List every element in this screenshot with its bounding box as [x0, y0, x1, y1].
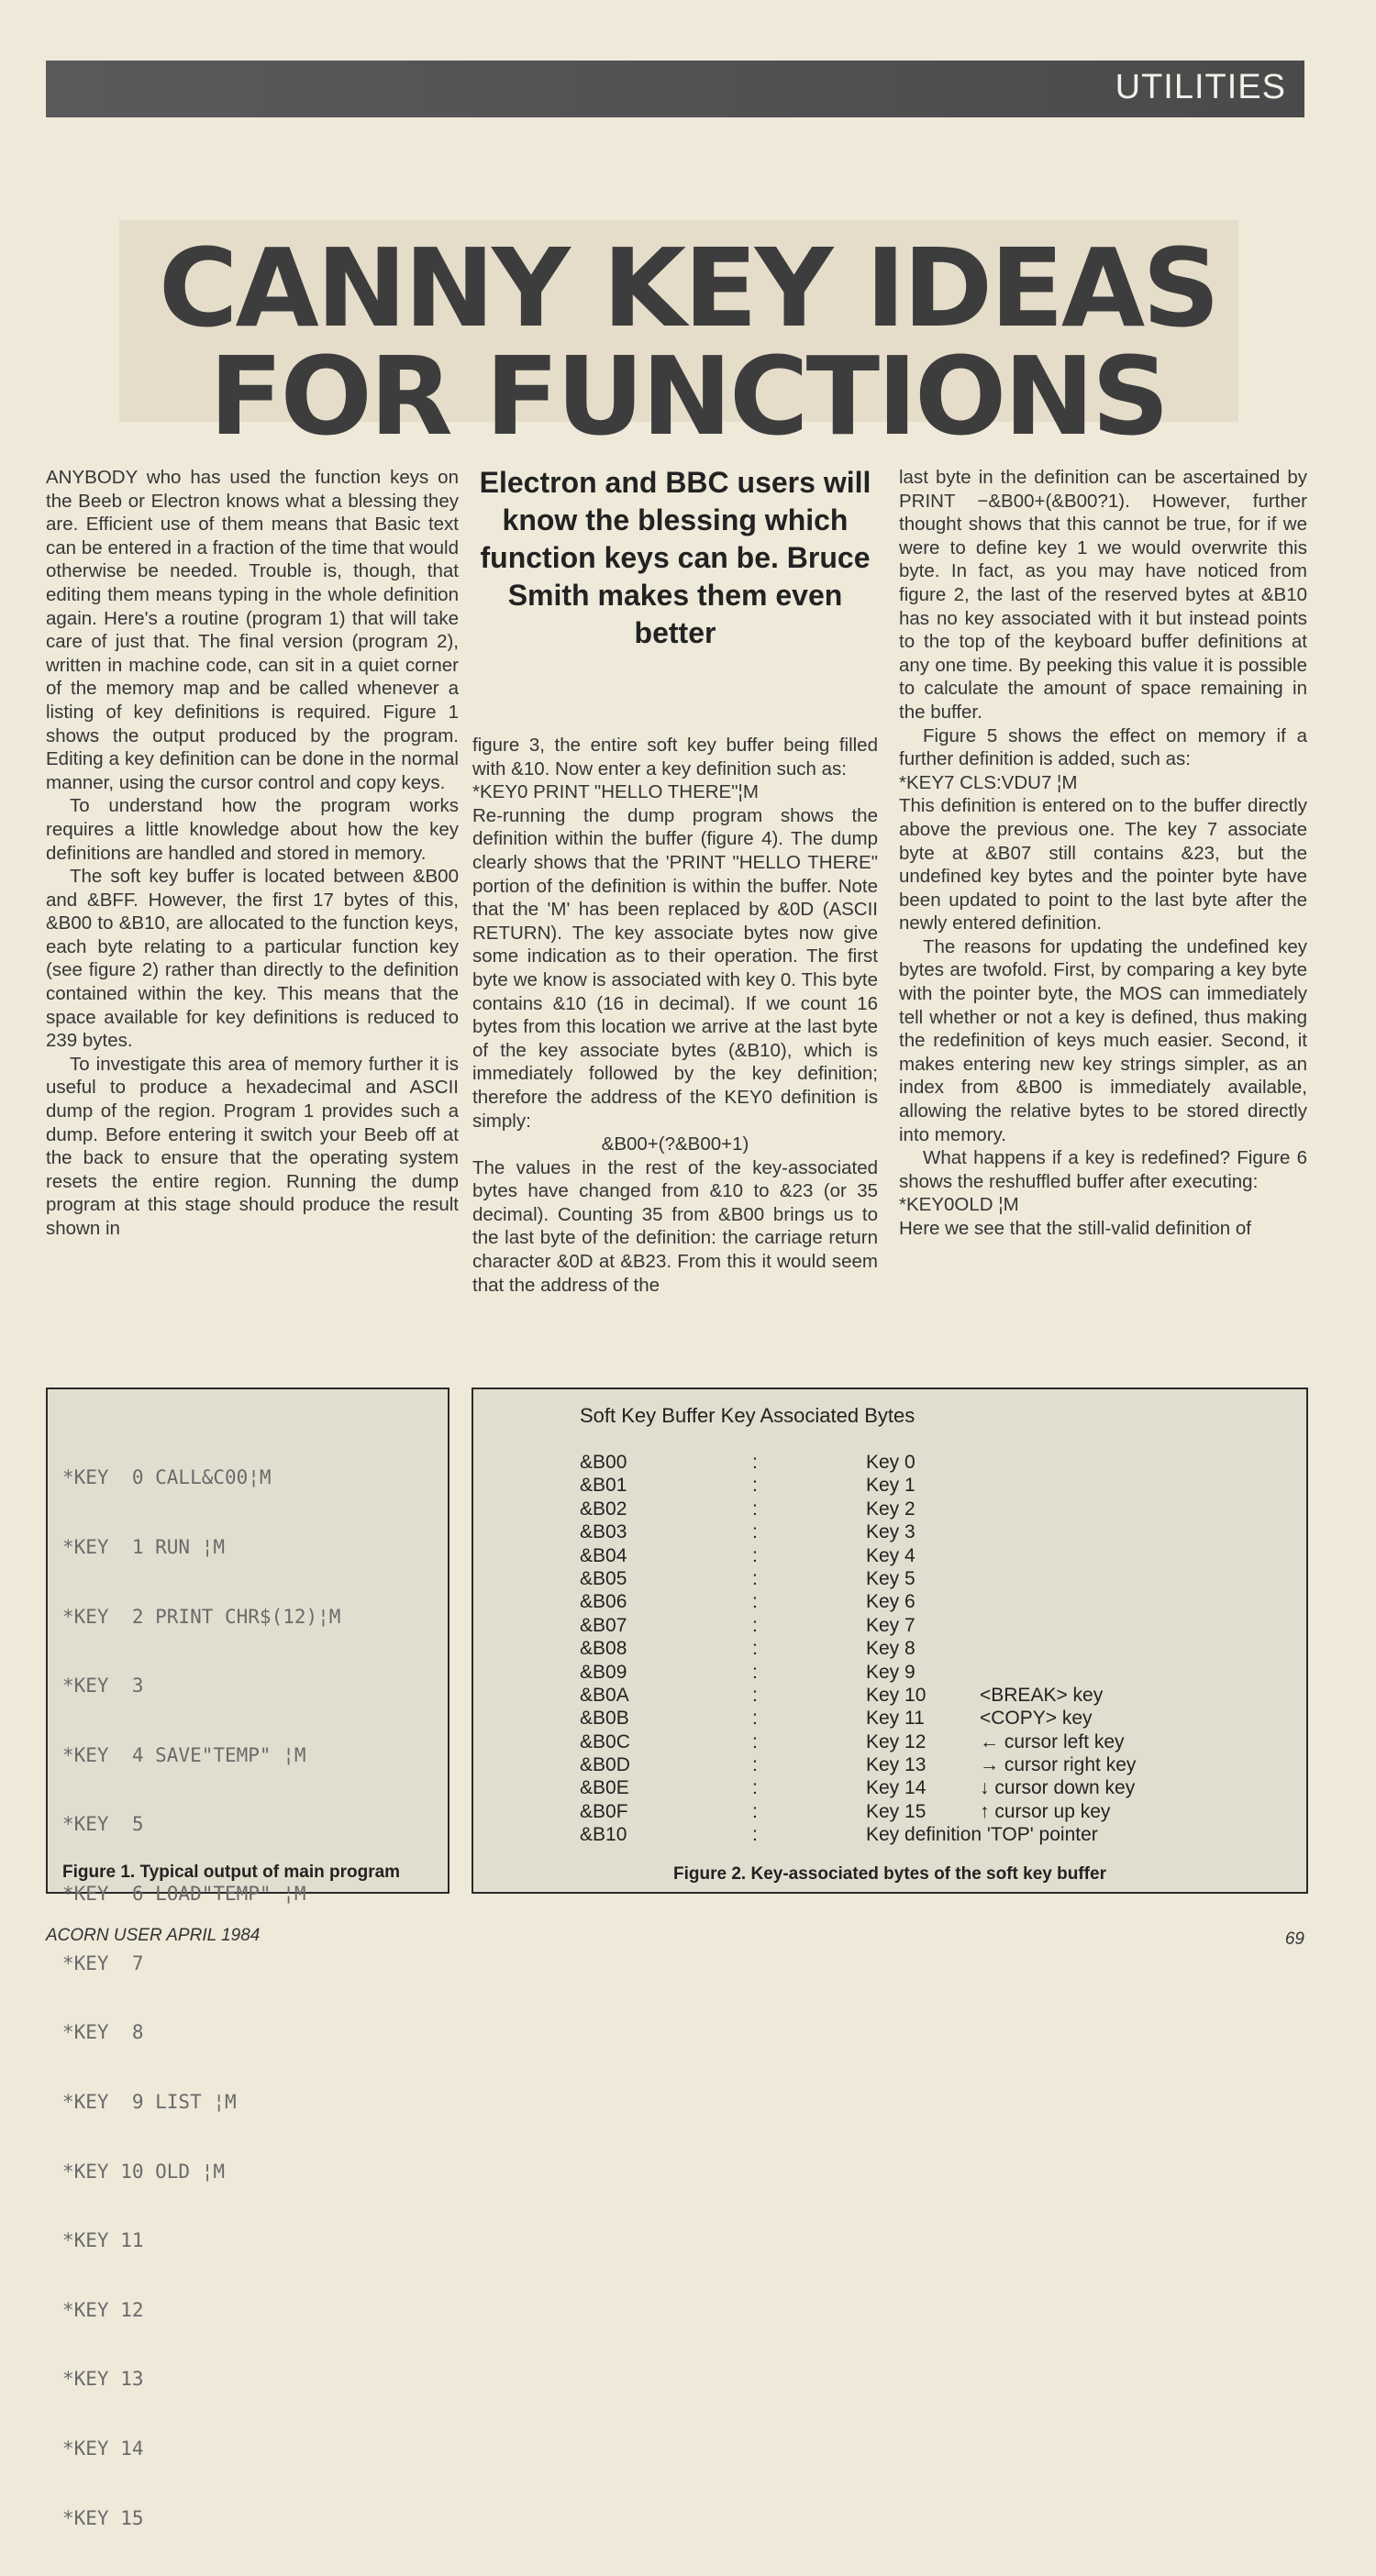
title-line-1: CANNY KEY IDEAS: [158, 225, 1218, 351]
key-cell: Key 3: [866, 1521, 915, 1543]
separator-cell: :: [752, 1824, 758, 1846]
separator-cell: :: [752, 1521, 758, 1543]
separator-cell: :: [752, 1567, 758, 1589]
key-cell: Key 8: [866, 1638, 915, 1660]
separator-cell: :: [752, 1638, 758, 1660]
formula: &B00+(?&B00+1): [601, 1133, 749, 1155]
body-column-1: [46, 466, 459, 1241]
key-cell: Key 2: [866, 1498, 915, 1520]
paragraph: The reasons for updating the undefined key bytes are twofold. First, by comparing a key byte with the pointer byte, the MOS can immediately tell whether or not a key is defined, thus making the redefinition of keys much easier. Second, it makes entering new key strings simpler, as an index from &B00 is immediately available, allowing the relative bytes to be stored directly into memory.: [899, 935, 1307, 1145]
note-cell: <BREAK> key: [980, 1684, 1104, 1706]
separator-cell: :: [752, 1754, 758, 1776]
address-cell: &B0E: [580, 1777, 629, 1799]
note-cell: ↑ cursor up key: [980, 1800, 1111, 1822]
listing-line: *KEY 14: [62, 2437, 144, 2460]
paragraph: To investigate this area of memory further it is useful to produce a hexadecimal and ASCII dump of the region. Program 1 provides such a dump. Before entering it switch your Beeb off at the back to ensure that the operating system resets the entire region. Running the dump program at this stage should produce the result shown in: [46, 1053, 459, 1239]
separator-cell: :: [752, 1614, 758, 1636]
paragraph: figure 3, the entire soft key buffer being filled with &10. Now enter a key definition such as:: [472, 735, 878, 779]
separator-cell: :: [752, 1452, 758, 1473]
section-label: UTILITIES: [1115, 68, 1286, 106]
paragraph: ANYBODY who has used the function keys on the Beeb or Electron knows what a blessing they are. Efficient use of them means that Basic text can be entered in a fraction of the time that would otherwise be needed. Trouble is, though, that editing them means typing in the whole definition again. Here's a routine (program 1) that will take care of just that. The final version (program 2), written in machine code, can sit in a quiet corner of the memory map and be called whenever a listing of key definitions is required. Figure 1 shows the output produced by the program. Editing a key definition can be done in the normal manner, using the cursor control and copy keys.: [46, 467, 459, 793]
figure-2-caption: Figure 2. Key-associated bytes of the soft key buffer: [673, 1864, 1106, 1884]
key-cell: Key 11: [866, 1708, 925, 1730]
paragraph: Figure 5 shows the effect on memory if a further definition is added, such as:: [899, 724, 1307, 770]
note-cell: ← cursor left key: [980, 1730, 1125, 1752]
listing-line: *KEY 2 PRINT CHR$(12)¦M: [62, 1605, 341, 1628]
listing-line: *KEY 4 SAVE"TEMP" ¦M: [62, 1743, 306, 1766]
separator-cell: :: [752, 1544, 758, 1566]
figure-1-caption: Figure 1. Typical output of main program: [62, 1863, 401, 1882]
key-cell: Key 14: [866, 1777, 927, 1799]
paragraph: To understand how the program works requires a little knowledge about how the key definitions are handled and stored in memory.: [46, 795, 459, 864]
key-cell: Key 4: [866, 1544, 915, 1566]
address-cell: &B09: [580, 1661, 627, 1683]
note-cell: <COPY> key: [980, 1708, 1093, 1730]
code-example: *KEY0OLD ¦M: [899, 1194, 1019, 1216]
key-cell: Key 7: [866, 1614, 915, 1636]
key-cell: Key 6: [866, 1591, 915, 1613]
figure-1-listing: [62, 1421, 340, 2576]
page-number: 69: [1284, 1929, 1304, 1949]
address-cell: &B05: [580, 1567, 627, 1589]
key-cell: Key 5: [866, 1567, 915, 1589]
listing-line: *KEY 1 RUN ¦M: [62, 1536, 226, 1559]
paragraph: The values in the rest of the key-associated bytes have changed from &10 to &23 (or 35 decimal). Counting 35 from &B00 brings us to the last byte of the definition: the carriage return character &0D at &B23. From this it would seem that the address of the: [472, 1156, 878, 1296]
paragraph: Re-running the dump program shows the definition within the buffer (figure 4). The dump clearly shows that the 'PRINT "HELLO THERE" portion of the definition is within the buffer. Note that the 'M' has been replaced by &0D (ASCII RETURN). The key associate bytes now give some indication as to their operation. The first byte we know is associated with key 0. This byte contains &10 (16 in decimal). If we count 16 bytes from this location we arrive at the last byte of the key associate bytes (&B10), which is immediately followed by the key definition; therefore the address of the KEY0 definition is simply:: [472, 804, 878, 1132]
separator-cell: :: [752, 1475, 758, 1497]
separator-cell: :: [752, 1800, 758, 1822]
listing-line: *KEY 3: [62, 1675, 144, 1697]
separator-cell: :: [752, 1730, 758, 1752]
address-cell: &B08: [580, 1638, 627, 1660]
key-cell: Key 13: [866, 1754, 927, 1776]
code-example: *KEY0 PRINT "HELLO THERE"¦M: [472, 781, 759, 803]
figure-2-box: [472, 1388, 1308, 1894]
key-cell: Key 0: [866, 1452, 915, 1473]
address-cell: &B02: [580, 1498, 627, 1520]
address-cell: &B00: [580, 1452, 627, 1473]
address-cell: &B07: [580, 1614, 627, 1636]
listing-line: *KEY 12: [62, 2298, 144, 2321]
listing-line: *KEY 13: [62, 2368, 144, 2391]
note-cell: → cursor right key: [980, 1754, 1137, 1776]
key-cell: Key definition 'TOP' pointer: [866, 1824, 1098, 1846]
listing-line: *KEY 11: [62, 2229, 144, 2252]
key-cell: Key 1: [866, 1475, 915, 1497]
paragraph: Here we see that the still-valid definition of: [899, 1218, 1252, 1239]
paragraph: What happens if a key is redefined? Figure 6 shows the reshuffled buffer after executing:: [899, 1147, 1307, 1192]
key-cell: Key 15: [866, 1800, 927, 1822]
address-cell: &B04: [580, 1544, 627, 1566]
title-line-2: FOR FUNCTIONS: [208, 333, 1168, 459]
address-cell: &B03: [580, 1521, 627, 1543]
separator-cell: :: [752, 1498, 758, 1520]
code-example: *KEY7 CLS:VDU7 ¦M: [899, 771, 1078, 793]
address-cell: &B0B: [580, 1708, 629, 1730]
address-cell: &B0A: [580, 1684, 629, 1706]
address-cell: &B0F: [580, 1800, 628, 1822]
listing-line: *KEY 8: [62, 2021, 144, 2044]
note-cell: ↓ cursor down key: [980, 1777, 1136, 1799]
body-column-3: [899, 466, 1307, 1241]
separator-cell: :: [752, 1661, 758, 1683]
address-cell: &B01: [580, 1475, 627, 1497]
address-cell: &B10: [580, 1824, 627, 1846]
address-cell: &B06: [580, 1591, 627, 1613]
listing-line: *KEY 5: [62, 1813, 144, 1836]
listing-line: *KEY 0 CALL&C00¦M: [62, 1466, 272, 1489]
listing-line: *KEY 10 OLD ¦M: [62, 2160, 226, 2183]
paragraph: last byte in the definition can be ascertained by PRINT −&B00+(&B00?1). However, further thought shows that this cannot be true, for if we were to define key 1 we would overwrite this byte. In fact, as you may have noticed from figure 2, the last of the reserved bytes at &B10 has no key associated with it but instead points to the top of the keyboard buffer definitions at any one time. By peeking this value it is possible to calculate the amount of space remaining in the buffer.: [899, 467, 1307, 723]
separator-cell: :: [752, 1684, 758, 1706]
body-column-2: [472, 734, 878, 1297]
listing-line: *KEY 7: [62, 1951, 144, 1974]
article-title: [0, 225, 1376, 459]
publication-footer: ACORN USER APRIL 1984: [46, 1926, 261, 1945]
key-cell: Key 12: [866, 1730, 927, 1752]
address-cell: &B0D: [580, 1754, 630, 1776]
separator-cell: :: [752, 1777, 758, 1799]
standfirst: Electron and BBC users will know the blessing which function keys can be. Bruce Smith makes them even better: [479, 466, 871, 649]
separator-cell: :: [752, 1708, 758, 1730]
address-cell: &B0C: [580, 1730, 630, 1752]
paragraph: The soft key buffer is located between &B00 and &BFF. However, the first 17 bytes of this, &B00 to &B10, are allocated to the function keys, each byte relating to a particular function key (see figure 2) rather than directly to the definition contained within the key. This means that the space available for key definitions is reduced to 239 bytes.: [46, 866, 459, 1052]
listing-line: *KEY 15: [62, 2506, 144, 2529]
separator-cell: :: [752, 1591, 758, 1613]
paragraph: This definition is entered on to the buffer directly above the previous one. The key 7 associate byte at &B07 still contains &23, but the undefined key bytes and the pointer byte have been updated to point to the last byte after the newly entered definition.: [899, 795, 1307, 934]
section-header-bar: [46, 61, 1304, 117]
listing-line: *KEY 9 LIST ¦M: [62, 2090, 237, 2113]
figure-2-header: Soft Key Buffer Key Associated Bytes: [580, 1404, 915, 1427]
key-cell: Key 10: [866, 1684, 927, 1706]
listing-line: *KEY 6 LOAD"TEMP" ¦M: [62, 1883, 306, 1906]
key-cell: Key 9: [866, 1661, 915, 1683]
